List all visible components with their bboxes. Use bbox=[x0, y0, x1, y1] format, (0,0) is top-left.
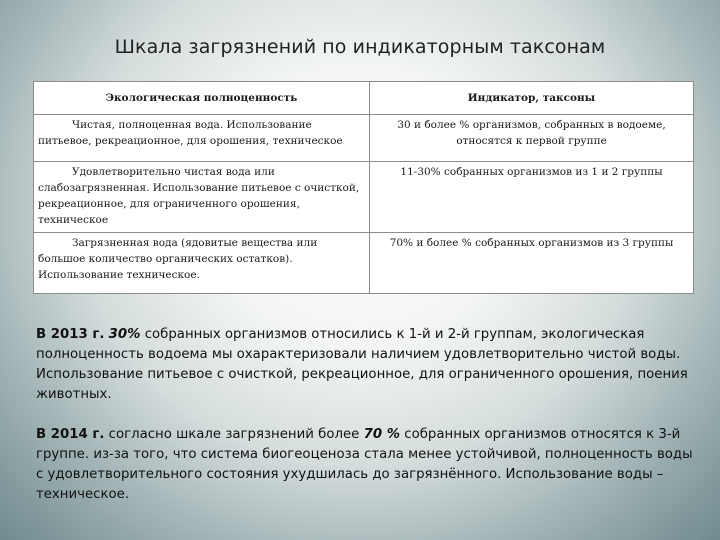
paragraph-2013 bbox=[36, 325, 696, 405]
header-quality: Экологическая полноценность bbox=[34, 82, 370, 115]
text-2014-before: согласно шкале загрязнений более bbox=[108, 427, 360, 442]
cell-indicator: 70% и более % собранных организмов из 3 группы bbox=[370, 233, 694, 294]
table-header-row bbox=[34, 82, 694, 115]
table-row bbox=[34, 115, 694, 162]
header-indicator: Индикатор, таксоны bbox=[370, 82, 694, 115]
pollution-scale-table bbox=[33, 81, 694, 294]
percent-2013: 30% bbox=[108, 327, 141, 342]
cell-indicator: 11-30% собранных организмов из 1 и 2 группы bbox=[370, 162, 694, 233]
text-2014-after: собранных организмов относятся к 3-й группе. из-за того, что система биогеоценоза стала менее устойчивой, полноценность воды с удовлетворительного состояния ухудшилась до загрязнённого. Использование воды – техническое. bbox=[36, 427, 693, 502]
cell-quality-text: Загрязненная вода (ядовитые вещества или большое количество органических остатков). Использование техническое. bbox=[38, 237, 318, 281]
year-2013: В 2013 г. bbox=[36, 327, 105, 342]
cell-quality-text: Удовлетворительно чистая вода или слабозагрязненная. Использование питьевое с очисткой, рекреационное, для ограниченного орошения, техническое bbox=[38, 166, 360, 226]
slide-title: Шкала загрязнений по индикаторным таксонам bbox=[114, 36, 606, 58]
text-2013: собранных организмов относились к 1-й и 2-й группам, экологическая полноценность водоема мы охарактеризовали наличием удовлетворительно чистой воды. Использование питьевое с очисткой, рекреационное, для ограниченного орошения, поения животных. bbox=[36, 327, 688, 402]
cell-quality-text: Чистая, полноценная вода. Использование питьевое, рекреационное, для орошения, техническое bbox=[38, 119, 343, 147]
percent-2014: 70 % bbox=[363, 427, 401, 442]
cell-quality bbox=[34, 115, 370, 162]
cell-quality bbox=[34, 233, 370, 294]
conclusion-text bbox=[36, 325, 696, 505]
year-2014: В 2014 г. bbox=[36, 427, 105, 442]
paragraph-2014 bbox=[36, 425, 696, 505]
table-row bbox=[34, 162, 694, 233]
cell-indicator: 30 и более % организмов, собранных в водоеме, относятся к первой группе bbox=[370, 115, 694, 162]
table-row bbox=[34, 233, 694, 294]
cell-quality bbox=[34, 162, 370, 233]
